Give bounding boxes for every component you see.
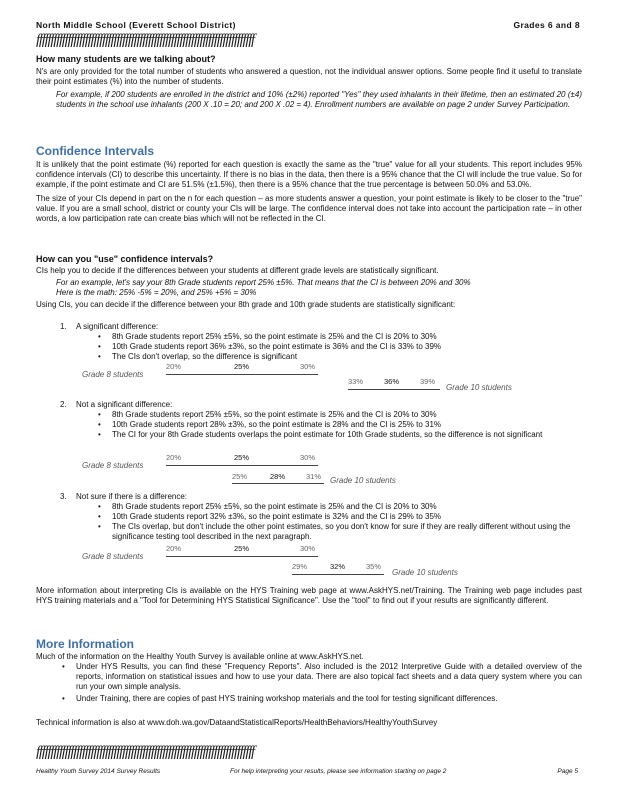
how-many-heading: How many students are we talking about? (36, 54, 216, 64)
example-3-number: 3. (60, 492, 67, 501)
example-1-grade10-mid: 36% (384, 377, 400, 386)
example-2-grade10-label: Grade 10 students (330, 476, 396, 485)
more-info-intro: Much of the information on the Healthy Youth Survey is available online at www.AskHYS.net. (36, 652, 364, 661)
example-2-number: 2. (60, 400, 67, 409)
example-3-grade10-label: Grade 10 students (392, 568, 458, 577)
example-3-bullet-1: • 8th Grade students report 25% ±5%, so the point estimate is 25% and the CI is 20% to 30% (112, 502, 582, 512)
example-3-grade8-low: 20% (166, 544, 182, 553)
example-2-grade8-high: 30% (300, 453, 316, 462)
example-3-grade10-mid: 32% (330, 562, 346, 571)
technical-info: Technical information is also at www.doh.wa.gov/DataandStatisticalReports/HealthBehaviors/HealthyYouthSurvey (36, 718, 438, 727)
footer-decoration: ffffffffffffffffffffffffffffffffffffffffffffffffffffffffffffffffffffffffffff (36, 744, 254, 760)
example-1-grade10-low: 33% (348, 377, 364, 386)
example-2-grade8-interval (166, 465, 318, 466)
grades-label: Grades 6 and 8 (513, 20, 580, 30)
footer-left: Healthy Youth Survey 2014 Survey Results (36, 768, 161, 775)
example-3-bullet-3: • The CIs overlap, but don't include the other point estimates, so you don't know for sure if they are really different without using the significance testing tool described in the next paragraph. (112, 522, 582, 542)
example-2-grade8-label: Grade 8 students (82, 461, 144, 470)
example-1-number: 1. (60, 322, 67, 331)
confidence-paragraph-1: It is unlikely that the point estimate (%) reported for each question is exactly the same as the "true" value for all your students. This report includes 95% confidence intervals (CI) to describe this uncertainty. If there is no bias in the data, then there is a 95% chance that the CI will include the true value. So for example, if the point estimate and CI are 51.5% (±1.5%), then there is a 95% chance that the true percentage is between 50.0% and 53.0%. (36, 160, 582, 189)
more-info-heading: More Information (36, 637, 134, 651)
example-2-bullet-1: • 8th Grade students report 25% ±5%, so the point estimate is 25% and the CI is 20% to 30% (112, 410, 582, 420)
example-1-grade8-interval (166, 374, 318, 375)
example-1-grade10-interval (348, 389, 440, 390)
example-2-grade8-low: 20% (166, 453, 182, 462)
example-1-bullet-1: • 8th Grade students report 25% ±5%, so the point estimate is 25% and the CI is 20% to 30% (112, 332, 582, 342)
example-3-grade8-high: 30% (300, 544, 316, 553)
example-2-grade10-interval (232, 483, 324, 484)
how-use-heading: How can you "use" confidence intervals? (36, 254, 214, 264)
how-use-paragraph-2: Using CIs, you can decide if the difference between your 8th grade and 10th grade students are statistically significant: (36, 300, 456, 309)
example-1-grade8-mid: 25% (234, 362, 250, 371)
example-1-grade8-high: 30% (300, 362, 316, 371)
how-many-example: For example, if 200 students are enrolled in the district and 10% (±2%) reported "Yes" they used inhalants in their lifetime, then an estimated 20 (±4) students in the school use inhalants (200 X .10 = 20; and 200 X .02 = 4). Enrollment numbers are available on page 2 under Survey Participation. (56, 90, 582, 109)
how-use-paragraph: CIs help you to decide if the differences between your students at different grade levels are statistically significant. (36, 266, 439, 275)
example-3-title: Not sure if there is a difference: (76, 492, 188, 501)
example-3-grade10-low: 29% (292, 562, 308, 571)
example-3-bullet-2: • 10th Grade students report 32% ±3%, so the point estimate is 32% and the CI is 29% to 35% (112, 512, 582, 522)
example-3-grade10-high: 35% (366, 562, 382, 571)
example-2-grade10-mid: 28% (270, 472, 286, 481)
school-title: North Middle School (Everett School District) (36, 20, 236, 30)
example-2-grade8-mid: 25% (234, 453, 250, 462)
more-info-paragraph: More information about interpreting CIs is available on the HYS Training web page at www.AskHYS.net/Training. The Training web page includes past HYS training materials and a "Tool for Determining HYS Statistical Significance". Use the "tool" to find out if your results are significantly different. (36, 586, 582, 605)
example-2-bullet-3: • The CI for your 8th Grade students overlaps the point estimate for 10th Grade students, so the difference is not significant (112, 430, 582, 440)
example-3-grade8-interval (166, 556, 318, 557)
how-use-example-2: Here is the math: 25% -5% = 20%, and 25% +5% = 30% (56, 288, 257, 297)
example-3-grade8-label: Grade 8 students (82, 552, 144, 561)
more-info-bullet-2: • Under Training, there are copies of past HYS training workshop materials and the tool for testing significant differences. (76, 694, 582, 704)
example-2-title: Not a significant difference: (76, 400, 173, 409)
more-info-bullet-1: • Under HYS Results, you can find these "Frequency Reports". Also included is the 2012 Interpretive Guide with a detailed overview of the reports, information on statistical issues and how to use your data. There are also topical fact sheets and a data query system where you can run your own simple analysis. (76, 662, 582, 692)
example-1-bullet-2: • 10th Grade students report 36% ±3%, so the point estimate is 36% and the CI is 33% to 39% (112, 342, 582, 352)
confidence-heading: Confidence Intervals (36, 144, 155, 158)
example-1-bullet-3: • The CIs don't overlap, so the difference is significant (112, 352, 582, 362)
example-1-grade10-high: 39% (420, 377, 436, 386)
footer-page-number: Page 5 (557, 768, 578, 775)
how-many-paragraph: N's are only provided for the total number of students who answered a question, not the individual answer options. Some people find it useful to translate their point estimates (%) into the number of students. (36, 67, 582, 86)
how-use-example-1: For an example, let's say your 8th Grade students report 25% ±5%. That means that the CI is between 20% and 30% (56, 278, 471, 287)
example-1-grade8-label: Grade 8 students (82, 370, 144, 379)
confidence-paragraph-2: The size of your CIs depend in part on the n for each question – as more students answer a question, your point estimate is likely to be closer to the "true" value. If you are a small school, district or county your CIs will be large. The confidence interval does not take into account the participation rate – in other words, a low participation rate can create bias which will not be reflected in the CI. (36, 194, 582, 223)
example-1-grade8-low: 20% (166, 362, 182, 371)
example-2-bullet-2: • 10th Grade students report 28% ±3%, so the point estimate is 28% and the CI is 25% to 31% (112, 420, 582, 430)
footer-center: For help interpreting your results, please see information starting on page 2 (230, 768, 447, 775)
example-1-grade10-label: Grade 10 students (446, 383, 512, 392)
example-3-grade10-interval (292, 574, 384, 575)
header-decoration: ffffffffffffffffffffffffffffffffffffffffffffffffffffffffffffffffffffffffffff (36, 32, 254, 48)
example-1-title: A significant difference: (76, 322, 159, 331)
example-2-grade10-low: 25% (232, 472, 248, 481)
example-3-grade8-mid: 25% (234, 544, 250, 553)
example-2-grade10-high: 31% (306, 472, 322, 481)
